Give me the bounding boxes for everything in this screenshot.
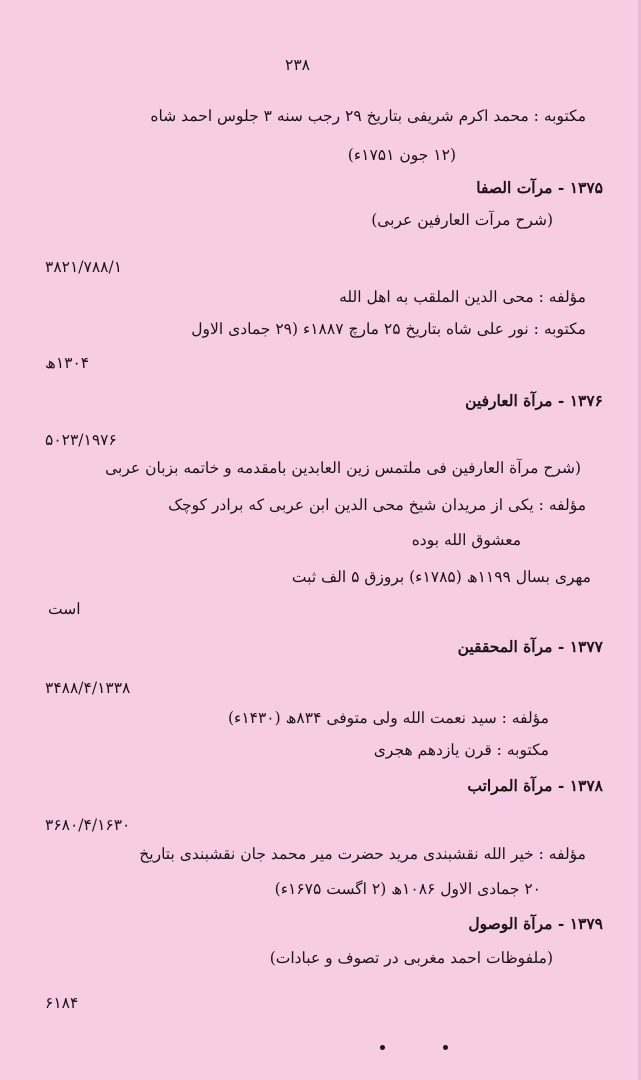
entry-1375-author: مؤلفه : محی الدین الملقب به اهل الله bbox=[339, 288, 586, 306]
footer-code: ۶۱۸۴ bbox=[45, 994, 79, 1012]
entry-1376-heading: ۱۳۷۶ - مرآة العارفین bbox=[465, 391, 603, 410]
entry-1378-author-line1: مؤلفه : خیر الله نقشبندی مرید حضرت میر محمد جان نقشبندی بتاریخ bbox=[139, 845, 586, 863]
entry-1377-copied: مکتوبه : قرن یازدهم هجری bbox=[373, 741, 549, 759]
entry-1377-heading: ۱۳۷۷ - مرآة المحققین bbox=[457, 637, 603, 656]
entry-1379-heading: ۱۳۷۹ - مرآة الوصول bbox=[468, 914, 603, 933]
entry-1376-author-line1: مؤلفه : یکی از مریدان شیخ محی الدین ابن عربی که برادر کوچک bbox=[168, 496, 586, 514]
entry-1375-copied-line2: ۱۳۰۴ھ bbox=[45, 354, 90, 372]
dot-mark-right bbox=[443, 1045, 448, 1050]
entry-1375-reference: ۳۸۲۱/۷۸۸/۱ bbox=[45, 258, 123, 276]
entry-1376-reference: ۵۰۲۳/۱۹۷۶ bbox=[45, 431, 117, 449]
entry-1378-heading: ۱۳۷۸ - مرآة المراتب bbox=[467, 776, 603, 795]
entry-1376-description: (شرح مرآة العارفین فی ملتمس زین العابدین بامقدمه و خاتمه بزبان عربی bbox=[105, 459, 581, 477]
entry-1375-copied-line1: مکتوبه : نور علی شاه بتاریخ ۲۵ مارچ ۱۸۸۷ء (۲۹ جمادی الاول bbox=[191, 320, 586, 338]
entry-1376-seal-line1: مهری بسال ۱۱۹۹ھ (۱۷۸۵ء) بروزق ۵ الف ثبت bbox=[291, 568, 591, 586]
entry-1374-copied-line1: مکتوبه : محمد اکرم شریفی بتاریخ ۲۹ رجب سنه ۳ جلوس احمد شاه bbox=[150, 107, 586, 125]
entry-1377-reference: ۳۴۸۸/۴/۱۳۳۸ bbox=[45, 679, 131, 697]
entry-1378-reference: ۳۶۸۰/۴/۱۶۳۰ bbox=[45, 816, 131, 834]
entry-1374-copied-line2: (۱۲ جون ۱۷۵۱ء) bbox=[347, 146, 456, 164]
entry-1375-description: (شرح مرآت العارفین عربی) bbox=[371, 211, 553, 229]
entry-1375-heading: ۱۳۷۵ - مرآت الصفا bbox=[476, 178, 603, 197]
entry-1377-author: مؤلفه : سید نعمت الله ولی متوفی ۸۳۴ھ (۱۴۳۰ء) bbox=[227, 709, 549, 727]
entry-1379-description: (ملفوظات احمد مغربی در تصوف و عبادات) bbox=[269, 949, 553, 967]
entry-1376-seal-line2: است bbox=[48, 600, 81, 618]
entry-1376-author-line2: معشوق الله بوده bbox=[411, 531, 521, 549]
entry-1378-author-line2: ۲۰ جمادی الاول ۱۰۸۶ھ (۲ اگست ۱۶۷۵ء) bbox=[274, 880, 541, 898]
dot-mark-left bbox=[380, 1045, 385, 1050]
page-number: ۲۳۸ bbox=[285, 56, 310, 74]
